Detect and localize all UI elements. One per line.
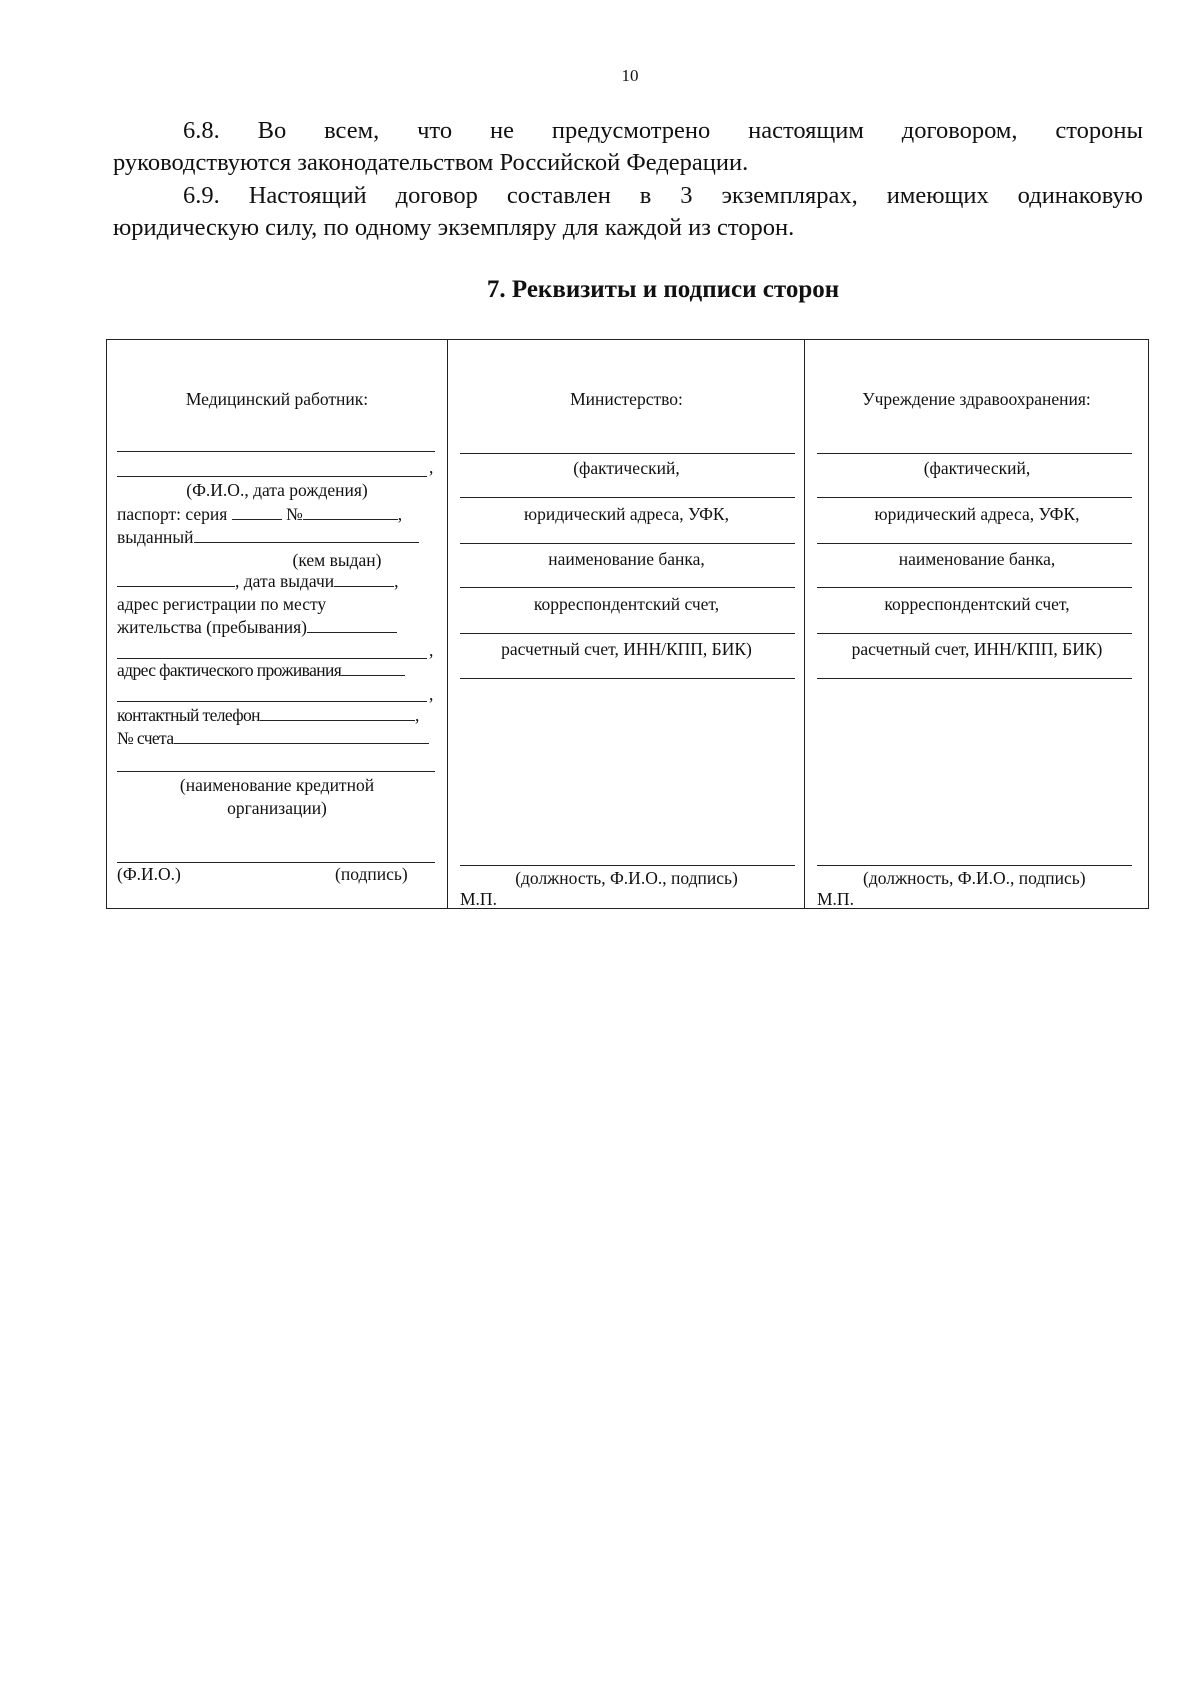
paragraph-6-9-line-1: 6.9. Настоящий договор составлен в 3 экземплярах, имеющих одинаковую (183, 182, 1143, 209)
actual-caption: (фактический, (573, 458, 680, 478)
blank-line (817, 678, 1132, 679)
blank-line (117, 658, 427, 659)
column-healthcare-institution (804, 340, 1148, 908)
column-medical-worker (107, 340, 447, 908)
comma-mark: , (397, 504, 403, 524)
blank-line (817, 497, 1132, 498)
fio-caption: (Ф.И.О.) (117, 864, 181, 884)
settlement-caption: расчетный счет, ИНН/КПП, БИК) (501, 639, 752, 659)
passport-row (117, 504, 402, 525)
paragraph-6-8-line-1: 6.8. Во всем, что не предусмотрено настоящим договором, стороны (183, 117, 1143, 144)
settlement-caption: расчетный счет, ИНН/КПП, БИК) (851, 639, 1103, 659)
stamp-label: М.П. (460, 889, 497, 909)
column-header-medical-worker: Медицинский работник: (185, 389, 369, 409)
blank-line (460, 678, 795, 679)
phone-row (117, 705, 419, 726)
blank-line (460, 497, 795, 498)
section-title: 7. Реквизиты и подписи сторон (486, 276, 840, 303)
issue-date-blank (117, 571, 235, 587)
passport-series-blank (232, 504, 282, 520)
comma-mark: , (429, 684, 434, 704)
number-sign: № (286, 504, 303, 524)
comma-mark: , (414, 705, 419, 725)
account-row (117, 728, 429, 749)
comma-mark: , (394, 571, 399, 591)
corr-account-caption: корреспондентский счет, (533, 594, 720, 614)
requisites-table (106, 339, 1149, 909)
blank-line (460, 633, 795, 634)
paragraph-6-8-line-2: руководствуются законодательством Российской Федерации. (113, 149, 749, 176)
phone-label: контактный телефон (117, 705, 260, 725)
legal-ufk-caption: юридический адреса, УФК, (524, 504, 729, 524)
blank-line (117, 701, 427, 702)
column-header-ministry: Министерство: (570, 389, 683, 409)
issue-date-blank-2 (334, 571, 394, 587)
actual-caption: (фактический, (923, 458, 1031, 478)
issued-by-caption: (кем выдан) (292, 550, 382, 570)
issued-blank (194, 527, 419, 543)
legal-ufk-caption: юридический адреса, УФК, (874, 504, 1080, 524)
account-label: № счета (117, 728, 174, 748)
blank-line (117, 771, 435, 772)
passport-number-blank (303, 504, 398, 520)
position-sign-caption: (должность, Ф.И.О., подпись) (515, 868, 738, 888)
issue-date-row (117, 571, 399, 592)
fio-dob-caption: (Ф.И.О., дата рождения) (186, 480, 368, 500)
bank-caption: наименование банка, (548, 549, 705, 569)
corr-account-caption: корреспондентский счет, (884, 594, 1070, 614)
signature-line (117, 862, 435, 863)
stamp-label: М.П. (817, 889, 854, 909)
bank-caption: наименование банка, (898, 549, 1056, 569)
comma-mark: , (429, 457, 434, 477)
phone-blank (260, 705, 415, 721)
column-header-healthcare-institution: Учреждение здравоохранения: (862, 389, 1091, 409)
registration-address-row (117, 617, 397, 638)
actual-address-blank (341, 660, 405, 676)
issued-row (117, 527, 419, 548)
signature-line (817, 865, 1132, 866)
credit-org-caption-2: организации) (227, 798, 327, 818)
blank-line (460, 543, 795, 544)
registration-address-blank (307, 617, 397, 633)
blank-line (460, 587, 795, 588)
registration-address-line-1: адрес регистрации по месту (117, 594, 327, 614)
blank-line (817, 587, 1132, 588)
blank-line (817, 453, 1132, 454)
paragraph-6-9-line-2: юридическую силу, по одному экземпляру для каждой из сторон. (113, 214, 795, 241)
paragraph-6-8 (113, 115, 1143, 179)
page-number: 10 (621, 66, 639, 85)
blank-line (817, 633, 1132, 634)
registration-address-line-2: жительства (пребывания) (117, 617, 307, 637)
issued-label: выданный (117, 527, 194, 547)
blank-line (117, 476, 427, 477)
actual-address-row (117, 660, 405, 681)
comma-mark: , (429, 640, 434, 660)
paragraph-6-9 (113, 180, 1143, 244)
blank-line (817, 543, 1132, 544)
account-blank (174, 728, 429, 744)
signature-line (460, 865, 795, 866)
column-ministry (447, 340, 805, 908)
signature-caption: (подпись) (335, 864, 408, 884)
blank-line (117, 451, 435, 452)
issue-date-label: , дата выдачи (235, 571, 335, 591)
position-sign-caption: (должность, Ф.И.О., подпись) (863, 868, 1086, 888)
passport-series-label: паспорт: серия (117, 504, 228, 524)
actual-address-label: адрес фактического проживания (117, 660, 342, 680)
blank-line (460, 453, 795, 454)
credit-org-caption-1: (наименование кредитной (179, 775, 375, 795)
